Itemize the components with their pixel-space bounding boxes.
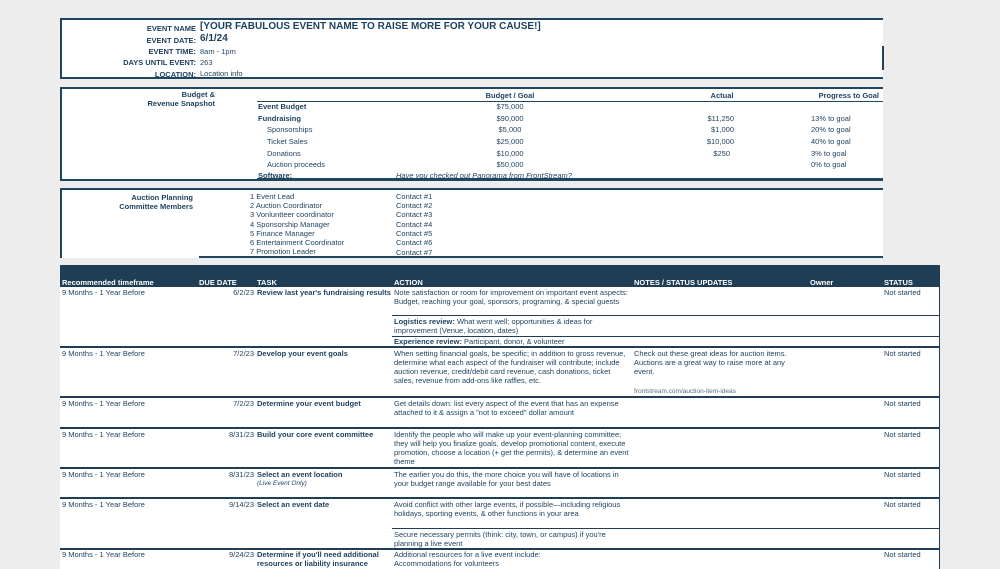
header-divider xyxy=(257,101,883,102)
member-role[interactable]: Promotion Leader xyxy=(256,247,316,256)
event-name-label: EVENT NAME xyxy=(146,24,196,33)
member-num: 1 xyxy=(250,192,255,201)
member-num: 3 xyxy=(250,210,255,219)
row-due-date[interactable]: 9/14/23 xyxy=(228,500,254,509)
row-due-date[interactable]: 6/2/23 xyxy=(233,288,254,297)
member-role[interactable]: Sponsorship Manager xyxy=(256,220,330,229)
budget-row-goal[interactable]: $5,000 xyxy=(498,125,522,134)
task-table xyxy=(60,265,940,569)
budget-row-goal[interactable]: $50,000 xyxy=(496,160,524,169)
budget-row-progress: 40% to goal xyxy=(811,137,851,146)
location-label: LOCATION: xyxy=(154,70,196,79)
member-row xyxy=(250,247,316,256)
event-info-panel xyxy=(60,18,883,79)
member-role[interactable]: Finance Manager xyxy=(256,229,315,238)
row-task[interactable]: Select an event location xyxy=(257,470,343,479)
col-actual: Actual xyxy=(710,91,734,100)
row-due-date[interactable]: 9/24/23 xyxy=(228,550,254,559)
cell-divider xyxy=(392,528,940,529)
row-action-volunteers[interactable]: Accommodations for volunteers xyxy=(394,559,500,568)
member-contact[interactable]: Contact #1 xyxy=(396,192,433,201)
member-row xyxy=(250,201,322,210)
auction-title-line2: Committee Members xyxy=(119,202,193,211)
row-timeframe: 9 Months - 1 Year Before xyxy=(62,399,145,408)
row-due-date[interactable]: 7/2/23 xyxy=(233,399,254,408)
budget-row-actual[interactable]: $250 xyxy=(713,149,730,158)
budget-row-label: Fundraising xyxy=(258,114,301,123)
action-label: Logistics review: xyxy=(394,317,455,326)
auction-title-line1: Auction Planning xyxy=(131,193,193,202)
row-status[interactable]: Not started xyxy=(884,430,921,439)
budget-row-progress: 20% to goal xyxy=(811,125,851,134)
member-row xyxy=(250,220,330,229)
member-row xyxy=(250,192,294,201)
row-task[interactable]: Build your core event committee xyxy=(257,430,374,439)
member-num: 5 xyxy=(250,229,255,238)
row-task[interactable]: Determine if you'll need additional resources or liability insurance xyxy=(257,550,379,568)
budget-row-progress: 13% to goal xyxy=(811,114,851,123)
member-row xyxy=(250,238,344,247)
event-name-value[interactable]: [YOUR FABULOUS EVENT NAME TO RAISE MORE FOR YOUR CAUSE!] xyxy=(200,21,541,32)
member-contact[interactable]: Contact #2 xyxy=(396,201,433,210)
row-action[interactable]: Identify the people who will make up your event-planning committee; they will help you finalize goals, develop promotional content, execute promotion, choose a location (+ get the permits), & determine an event theme xyxy=(394,430,629,466)
member-num: 6 xyxy=(250,238,255,247)
budget-snapshot-panel xyxy=(60,87,883,181)
table-header-bar xyxy=(60,265,940,287)
col-progress: Progress to Goal xyxy=(818,91,879,100)
header-status: STATUS xyxy=(884,278,913,287)
budget-row-progress: 0% to goal xyxy=(811,160,847,169)
action-label: Experience review: xyxy=(394,337,462,346)
member-row xyxy=(250,229,315,238)
budget-row-actual[interactable]: $11,250 xyxy=(707,114,734,123)
row-action-permits[interactable]: Secure necessary permits (think: city, town, or campus) if you're planning a live event xyxy=(394,530,606,548)
row-action[interactable]: Note satisfaction or room for improvement on important event aspects: Budget, reaching your goal, sponsors, programing, & special guests xyxy=(394,288,628,306)
row-action[interactable]: Additional resources for a live event include: xyxy=(394,550,541,559)
row-status[interactable]: Not started xyxy=(884,349,921,358)
location-value[interactable]: Location info xyxy=(200,69,243,78)
budget-row-actual[interactable]: $10,000 xyxy=(706,137,734,146)
row-action-experience[interactable] xyxy=(394,337,565,346)
row-status[interactable]: Not started xyxy=(884,470,921,479)
row-divider xyxy=(60,346,940,348)
row-due-date[interactable]: 8/31/23 xyxy=(228,430,254,439)
row-task[interactable]: Review last year's fundraising results xyxy=(257,288,391,297)
row-divider xyxy=(60,427,940,429)
bottom-divider xyxy=(199,256,883,258)
row-due-date[interactable]: 7/2/23 xyxy=(233,349,254,358)
action-text: Participant, donor, & volunteer xyxy=(461,337,565,346)
row-task[interactable]: Determine your event budget xyxy=(257,399,361,408)
auction-ideas-link[interactable]: frontstream.com/auction-item-ideas xyxy=(634,388,736,395)
member-num: 4 xyxy=(250,220,255,229)
software-text[interactable]: Have you checked out Panorama from FrontStream? xyxy=(396,171,572,180)
budget-row-label: Donations xyxy=(267,149,301,158)
budget-row-label: Sponsorships xyxy=(267,125,313,134)
header-notes: NOTES / STATUS UPDATES xyxy=(634,278,733,287)
action-text: What went well; opportunities & ideas for improvement (Venue, location, dates) xyxy=(394,317,593,335)
row-timeframe: 9 Months - 1 Year Before xyxy=(62,470,145,479)
member-num: 2 xyxy=(250,201,255,210)
event-time-label: EVENT TIME: xyxy=(148,47,196,56)
row-timeframe: 9 Months - 1 Year Before xyxy=(62,349,145,358)
member-contact[interactable]: Contact #7 xyxy=(396,248,433,257)
header-timeframe: Recommended timeframe xyxy=(62,278,154,287)
row-task-sub: (Live Event Only) xyxy=(257,480,307,487)
budget-row-goal[interactable]: $75,000 xyxy=(496,102,524,111)
row-timeframe: 9 Months - 1 Year Before xyxy=(62,430,145,439)
member-contact[interactable]: Contact #4 xyxy=(396,220,433,229)
row-divider xyxy=(60,467,940,469)
row-timeframe: 9 Months - 1 Year Before xyxy=(62,500,145,509)
header-action: ACTION xyxy=(394,278,423,287)
header-owner: Owner xyxy=(810,278,834,287)
member-contact[interactable]: Contact #6 xyxy=(396,238,433,247)
event-date-value[interactable]: 6/1/24 xyxy=(200,33,228,44)
row-action[interactable]: When setting financial goals, be specific; in addition to gross revenue, determine what each aspect of the fundraiser will contribute; include auction revenue, credit/debit card revenue, cash donations, ticket sales, revenue from add-ons like raffles, etc. xyxy=(394,349,626,385)
member-role[interactable]: Entertainment Coordinator xyxy=(256,238,345,247)
header-task: TASK xyxy=(257,278,277,287)
cell-divider xyxy=(392,315,940,316)
row-task[interactable]: Develop your event goals xyxy=(257,349,348,358)
row-action[interactable]: Get details down: list every aspect of the event that has an expense attached to it & assign a "not to exceed" dollar amount xyxy=(394,399,619,417)
budget-row-actual[interactable]: $1,000 xyxy=(711,125,734,134)
budget-row-progress: 3% to goal xyxy=(811,149,847,158)
software-label: Software: xyxy=(258,171,293,180)
member-contact[interactable]: Contact #3 xyxy=(396,210,433,219)
row-task[interactable]: Select an event date xyxy=(257,500,330,509)
row-action[interactable]: Avoid conflict with other large events, if possible—including religious holidays, sporting events, & other functions in your area xyxy=(394,500,621,518)
row-divider xyxy=(60,497,940,499)
days-until-value: 263 xyxy=(200,58,213,67)
row-action-logistics[interactable] xyxy=(394,317,632,335)
row-due-date[interactable]: 8/31/23 xyxy=(228,470,254,479)
member-row xyxy=(250,210,334,219)
row-action[interactable]: The earlier you do this, the more choice you will have of locations in your budget range available for your best dates xyxy=(394,470,619,488)
event-time-value[interactable]: 8am - 1pm xyxy=(200,47,236,56)
budget-row-label: Event Budget xyxy=(258,102,307,111)
member-role[interactable]: Event Lead xyxy=(256,192,295,201)
budget-row-label: Auction proceeds xyxy=(267,160,325,169)
row-status[interactable]: Not started xyxy=(884,500,921,509)
days-until-label: DAYS UNTIL EVENT: xyxy=(123,58,196,67)
row-notes[interactable]: Check out these great ideas for auction items. Auctions are a great way to raise more at any event. xyxy=(634,349,787,376)
table-edge xyxy=(939,265,940,569)
budget-title-line2: Revenue Snapshot xyxy=(147,99,215,108)
row-timeframe: 9 Months - 1 Year Before xyxy=(62,288,145,297)
member-num: 7 xyxy=(250,247,255,256)
member-role[interactable]: Vonluntteer coordinator xyxy=(256,210,334,219)
row-status[interactable]: Not started xyxy=(884,550,921,559)
member-contact[interactable]: Contact #5 xyxy=(396,229,433,238)
budget-title-line1: Budget & xyxy=(181,90,215,99)
budget-row-label: Ticket Sales xyxy=(267,137,308,146)
panel-edge xyxy=(882,46,884,70)
col-budget-goal: Budget / Goal xyxy=(485,91,535,100)
budget-row-goal[interactable]: $25,000 xyxy=(496,137,524,146)
row-status[interactable]: Not started xyxy=(884,288,921,297)
member-role[interactable]: Auction Coordinator xyxy=(255,201,323,210)
row-status[interactable]: Not started xyxy=(884,399,921,408)
header-due-date: DUE DATE xyxy=(199,278,237,287)
auction-committee-panel xyxy=(60,188,883,258)
row-divider xyxy=(60,396,940,398)
budget-row-goal[interactable]: $10,000 xyxy=(496,149,524,158)
row-timeframe: 9 Months - 1 Year Before xyxy=(62,550,145,559)
budget-row-goal[interactable]: $90,000 xyxy=(496,114,524,123)
event-date-label: EVENT DATE: xyxy=(146,36,196,45)
